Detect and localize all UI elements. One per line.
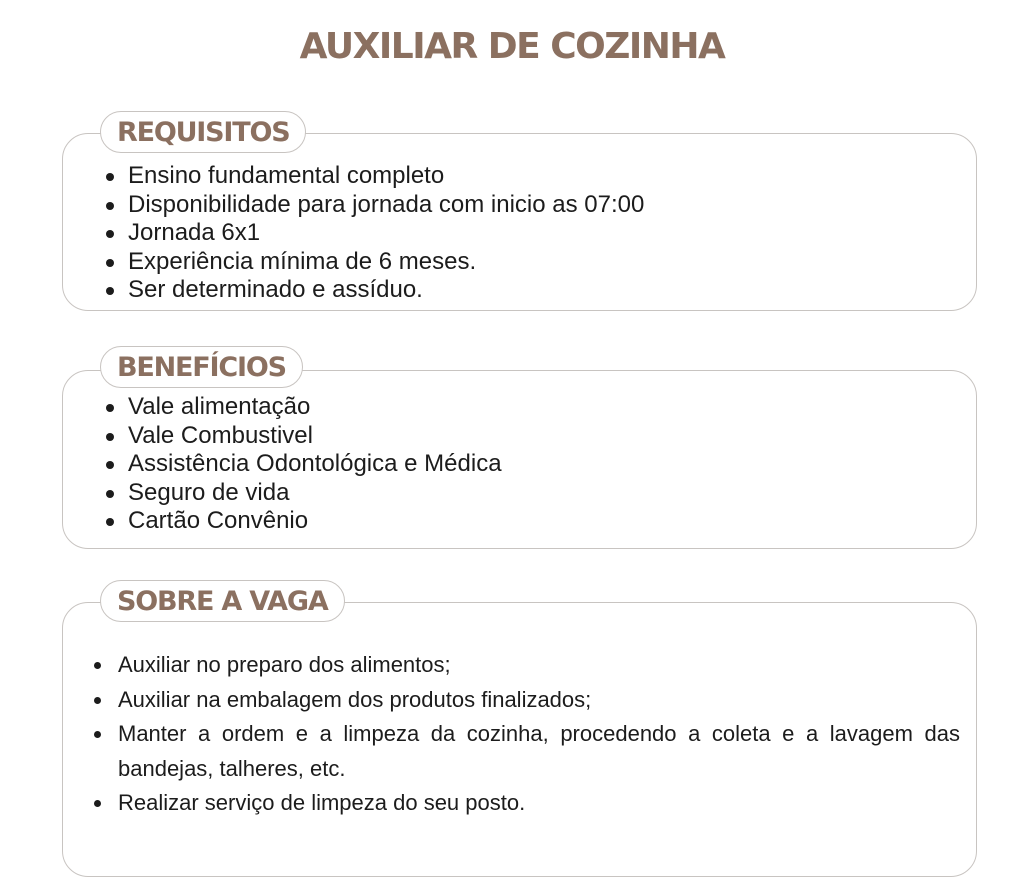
page-title: AUXILIAR DE COZINHA bbox=[299, 26, 725, 67]
sobre-a-vaga-list bbox=[92, 648, 960, 821]
section-sobre-a-vaga-heading: SOBRE A VAGA bbox=[100, 580, 345, 622]
section-requisitos-heading: REQUISITOS bbox=[100, 111, 306, 153]
requisitos-list bbox=[104, 162, 644, 305]
list-item: Seguro de vida bbox=[104, 479, 502, 508]
list-item: Vale alimentação bbox=[104, 393, 502, 422]
list-item: Experiência mínima de 6 meses. bbox=[104, 248, 644, 277]
list-item: Realizar serviço de limpeza do seu posto. bbox=[92, 786, 960, 821]
beneficios-list bbox=[104, 393, 502, 536]
list-item: Ser determinado e assíduo. bbox=[104, 276, 644, 305]
list-item: Cartão Convênio bbox=[104, 507, 502, 536]
list-item: Jornada 6x1 bbox=[104, 219, 644, 248]
list-item: Vale Combustivel bbox=[104, 422, 502, 451]
list-item: Assistência Odontológica e Médica bbox=[104, 450, 502, 479]
list-item: Ensino fundamental completo bbox=[104, 162, 644, 191]
list-item: Auxiliar na embalagem dos produtos finalizados; bbox=[92, 683, 960, 718]
list-item: Manter a ordem e a limpeza da cozinha, procedendo a coleta e a lavagem das bandejas, talheres, etc. bbox=[92, 717, 960, 786]
section-beneficios-heading: BENEFÍCIOS bbox=[100, 346, 303, 388]
list-item: Auxiliar no preparo dos alimentos; bbox=[92, 648, 960, 683]
list-item: Disponibilidade para jornada com inicio as 07:00 bbox=[104, 191, 644, 220]
